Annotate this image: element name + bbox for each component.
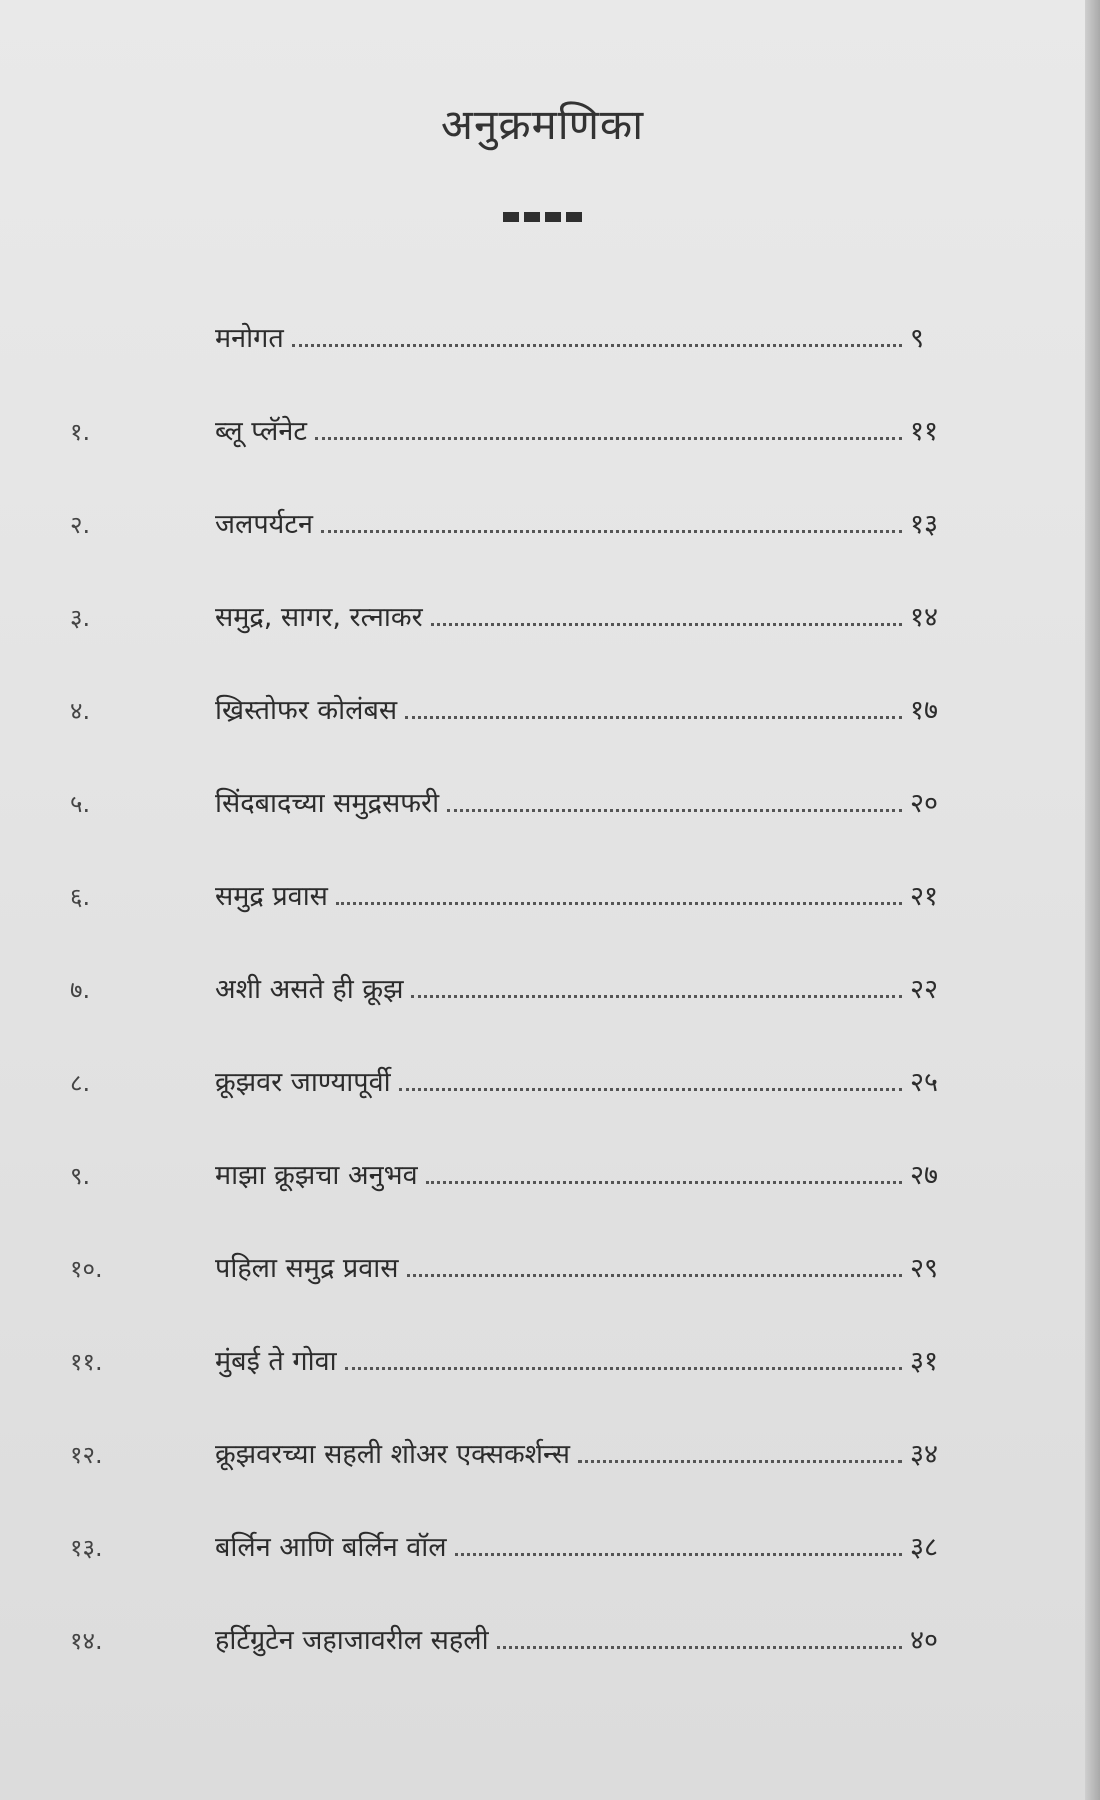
ornament-square [566, 212, 582, 222]
entry-title: ब्लू प्लॅनेट [215, 416, 307, 447]
toc-entry [70, 1434, 970, 1527]
entry-line [175, 1155, 970, 1192]
toc-entry [70, 1248, 970, 1341]
page-title: अनुक्रमणिका [440, 100, 645, 149]
entry-page-number: ११ [910, 416, 939, 447]
entry-title: मुंबई ते गोवा [215, 1346, 337, 1377]
entry-number: ८. [70, 1069, 91, 1097]
entry-page-number: ३८ [910, 1532, 939, 1563]
dot-leader [405, 716, 902, 719]
entry-number: ७. [70, 976, 91, 1004]
toc-entry [70, 1341, 970, 1434]
toc-entry [70, 1527, 970, 1620]
entry-line [175, 969, 970, 1006]
entry-number: १२. [70, 1441, 103, 1469]
toc-entry [70, 411, 970, 504]
entry-number: २. [70, 511, 91, 539]
entry-line [175, 318, 970, 355]
entry-page-number: ३१ [910, 1346, 939, 1377]
entry-page-number: २९ [910, 1253, 939, 1284]
ornament-square [524, 212, 540, 222]
toc-entry [70, 876, 970, 969]
entry-page-number: ९ [910, 323, 925, 354]
entry-number: ९. [70, 1162, 91, 1190]
entry-title: हर्टिग्रुटेन जहाजावरील सहली [215, 1625, 489, 1656]
entry-number: ४. [70, 697, 91, 725]
entry-title: समुद्र, सागर, रत्नाकर [215, 602, 423, 633]
entry-title: पहिला समुद्र प्रवास [215, 1253, 399, 1284]
entry-line [175, 1341, 970, 1378]
dot-leader [411, 995, 902, 998]
dot-leader [399, 1088, 902, 1091]
toc-entry [70, 318, 970, 411]
entry-title: मनोगत [215, 323, 284, 354]
dot-leader [315, 437, 902, 440]
entry-line [175, 1434, 970, 1471]
dot-leader [497, 1646, 902, 1649]
entry-line [175, 411, 970, 448]
entry-page-number: २१ [910, 881, 939, 912]
entry-title: माझा क्रूझचा अनुभव [215, 1160, 418, 1191]
dot-leader [455, 1553, 902, 1556]
entry-number: १. [70, 418, 91, 446]
dot-leader [336, 902, 902, 905]
entry-title: समुद्र प्रवास [215, 881, 328, 912]
page-edge [1085, 0, 1100, 1800]
entry-number: ३. [70, 604, 91, 632]
entry-line [175, 1620, 970, 1657]
dot-leader [431, 623, 902, 626]
entry-page-number: ३४ [910, 1439, 939, 1470]
dot-leader [321, 530, 902, 533]
entry-page-number: २५ [910, 1067, 939, 1098]
entry-number: १४. [70, 1627, 103, 1655]
entry-title: बर्लिन आणि बर्लिन वॉल [215, 1532, 447, 1563]
entry-page-number: १३ [910, 509, 939, 540]
entry-page-number: २२ [910, 974, 939, 1005]
entry-number: ६. [70, 883, 91, 911]
entry-line [175, 504, 970, 541]
table-of-contents [70, 318, 970, 1713]
toc-entry [70, 783, 970, 876]
entry-title: ख्रिस्तोफर कोलंबस [215, 695, 398, 726]
entry-number [70, 318, 175, 322]
entry-number: ५. [70, 790, 91, 818]
entry-line [175, 1248, 970, 1285]
entry-title: क्रूझवरच्या सहली शोअर एक्सकर्शन्स [215, 1439, 570, 1470]
toc-entry [70, 1155, 970, 1248]
entry-number: १३. [70, 1534, 103, 1562]
toc-entry [70, 969, 970, 1062]
dot-leader [426, 1181, 902, 1184]
toc-entry [70, 597, 970, 690]
dot-leader [578, 1460, 902, 1463]
entry-title: जलपर्यटन [215, 509, 313, 540]
entry-title: सिंदबादच्या समुद्रसफरी [215, 788, 440, 819]
ornament-square [503, 212, 519, 222]
entry-line [175, 876, 970, 913]
entry-line [175, 1062, 970, 1099]
dot-leader [292, 344, 902, 347]
entry-line [175, 783, 970, 820]
entry-page-number: २७ [910, 1160, 939, 1191]
toc-entry [70, 1062, 970, 1155]
toc-entry [70, 504, 970, 597]
entry-line [175, 690, 970, 727]
entry-page-number: २० [910, 788, 939, 819]
toc-entry [70, 690, 970, 783]
entry-page-number: १४ [910, 602, 939, 633]
entry-number: १०. [70, 1255, 103, 1283]
entry-title: क्रूझवर जाण्यापूर्वी [215, 1067, 391, 1098]
entry-number: ११. [70, 1348, 103, 1376]
entry-page-number: १७ [910, 695, 939, 726]
ornament-square [545, 212, 561, 222]
dot-leader [447, 809, 902, 812]
dot-leader [407, 1274, 903, 1277]
entry-page-number: ४० [910, 1625, 939, 1656]
entry-line [175, 597, 970, 634]
entry-line [175, 1527, 970, 1564]
dot-leader [345, 1367, 902, 1370]
title-ornament [0, 212, 1085, 222]
entry-title: अशी असते ही क्रूझ [215, 974, 404, 1005]
toc-entry [70, 1620, 970, 1713]
